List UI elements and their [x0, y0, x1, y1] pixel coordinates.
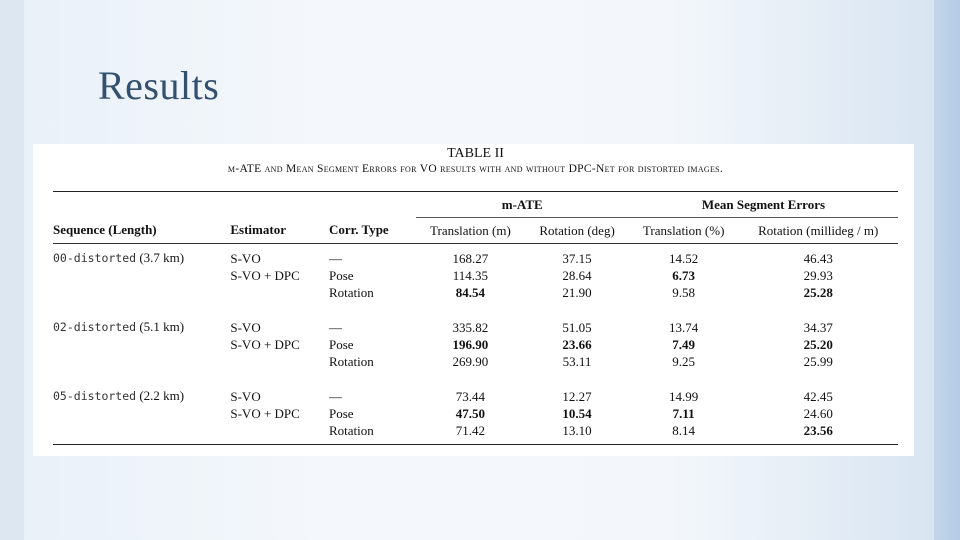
- ate-translation-cell: 84.54: [455, 285, 486, 300]
- sequence-cell: [53, 249, 230, 267]
- group-gap-row: [53, 370, 898, 387]
- mse-rotation-cell: 46.43: [803, 250, 833, 266]
- group-gap-row: [53, 301, 898, 318]
- ate-translation-cell: 335.82: [452, 319, 489, 335]
- ate-rotation-cell: 37.15: [562, 250, 592, 266]
- ate-translation-cell: 71.42: [455, 423, 486, 438]
- column-header-row: [53, 218, 898, 244]
- column-header: Estimator: [230, 218, 329, 244]
- table-image-panel: [33, 144, 914, 456]
- table-row: [53, 387, 898, 405]
- column-header: Sequence (Length): [53, 218, 230, 244]
- corr-type-cell: Pose: [328, 337, 354, 352]
- mse-rotation-cell: 25.28: [803, 285, 833, 300]
- estimator-cell: S-VO: [230, 388, 261, 404]
- sequence-cell: [53, 387, 230, 405]
- table-row: [53, 336, 898, 353]
- column-header: Rotation (millideg / m): [738, 218, 898, 244]
- estimator-cell: S-VO + DPC: [230, 268, 300, 283]
- sequence-length: (2.2 km): [139, 388, 185, 403]
- corr-type-cell: Rotation: [328, 285, 374, 300]
- table-body: [53, 244, 898, 440]
- table-row: [53, 422, 898, 439]
- corr-type-cell: Pose: [328, 406, 354, 421]
- table-row: [53, 353, 898, 370]
- table-row: [53, 318, 898, 336]
- estimator-cell: S-VO + DPC: [230, 406, 300, 421]
- group-header-row: [53, 192, 898, 218]
- sequence-cell: [53, 353, 230, 370]
- corr-type-cell: —: [328, 319, 342, 335]
- sequence-code: 02-distorted: [53, 320, 137, 334]
- mse-translation-cell: 7.11: [672, 406, 695, 421]
- table-label: TABLE II: [447, 146, 504, 161]
- sequence-cell: [53, 318, 230, 336]
- mse-rotation-cell: 24.60: [803, 406, 833, 421]
- ate-rotation-cell: 28.64: [562, 268, 592, 283]
- sequence-length: (5.1 km): [139, 319, 185, 334]
- right-edge-band: [934, 0, 960, 540]
- column-header: Translation (%): [629, 218, 739, 244]
- sequence-cell: [53, 267, 230, 284]
- estimator-cell: S-VO: [230, 250, 261, 266]
- ate-rotation-cell: 51.05: [562, 319, 592, 335]
- ate-translation-cell: 196.90: [452, 337, 489, 352]
- estimator-cell: [230, 422, 329, 439]
- table-bottom-rule: [53, 444, 898, 445]
- table-row: [53, 284, 898, 301]
- table-row: [53, 267, 898, 284]
- group-header-m-ate: m-ATE: [416, 192, 629, 218]
- estimator-cell: [230, 284, 329, 301]
- table-row: [53, 249, 898, 267]
- mse-translation-cell: 9.58: [672, 285, 696, 300]
- ate-rotation-cell: 23.66: [562, 337, 592, 352]
- sequence-cell: [53, 422, 230, 439]
- ate-translation-cell: 168.27: [452, 250, 489, 266]
- mse-rotation-cell: 25.99: [803, 354, 833, 369]
- estimator-cell: S-VO: [230, 319, 261, 335]
- column-header: Translation (m): [416, 218, 526, 244]
- results-table: [53, 192, 898, 439]
- group-header-mean-segment-errors: Mean Segment Errors: [629, 192, 898, 218]
- mse-translation-cell: 7.49: [672, 337, 696, 352]
- table-caption: m-ATE and Mean Segment Errors for VO results with and without DPC-Net for distorted images.: [227, 163, 724, 175]
- mse-rotation-cell: 25.20: [803, 337, 833, 352]
- mse-translation-cell: 14.52: [669, 250, 699, 266]
- sequence-cell: [53, 284, 230, 301]
- mse-rotation-cell: 29.93: [803, 268, 833, 283]
- corr-type-cell: Pose: [328, 268, 354, 283]
- mse-translation-cell: 14.99: [669, 388, 699, 404]
- column-header: Corr. Type: [329, 218, 416, 244]
- corr-type-cell: —: [328, 250, 342, 266]
- corr-type-cell: Rotation: [328, 354, 374, 369]
- mse-translation-cell: 9.25: [672, 354, 696, 369]
- sequence-cell: [53, 336, 230, 353]
- mse-translation-cell: 6.73: [672, 268, 696, 283]
- ate-rotation-cell: 12.27: [562, 388, 592, 404]
- column-header: Rotation (deg): [525, 218, 629, 244]
- ate-translation-cell: 114.35: [452, 268, 489, 283]
- corr-type-cell: Rotation: [328, 423, 374, 438]
- mse-rotation-cell: 42.45: [803, 388, 833, 404]
- corr-type-cell: —: [328, 388, 342, 404]
- mse-translation-cell: 13.74: [669, 319, 699, 335]
- mse-translation-cell: 8.14: [672, 423, 696, 438]
- ate-rotation-cell: 21.90: [562, 285, 592, 300]
- estimator-cell: [230, 353, 329, 370]
- sequence-code: 00-distorted: [53, 251, 137, 265]
- ate-translation-cell: 47.50: [455, 406, 486, 421]
- estimator-cell: S-VO + DPC: [230, 337, 300, 352]
- sequence-code: 05-distorted: [53, 389, 137, 403]
- sequence-cell: [53, 405, 230, 422]
- ate-rotation-cell: 13.10: [562, 423, 592, 438]
- table-row: [53, 405, 898, 422]
- slide-title: Results: [98, 63, 220, 108]
- mse-rotation-cell: 23.56: [803, 423, 833, 438]
- ate-translation-cell: 269.90: [452, 354, 489, 369]
- mse-rotation-cell: 34.37: [803, 319, 833, 335]
- ate-rotation-cell: 10.54: [562, 406, 592, 421]
- left-edge-band: [0, 0, 24, 540]
- sequence-length: (3.7 km): [139, 250, 185, 265]
- ate-translation-cell: 73.44: [455, 388, 486, 404]
- ate-rotation-cell: 53.11: [562, 354, 592, 369]
